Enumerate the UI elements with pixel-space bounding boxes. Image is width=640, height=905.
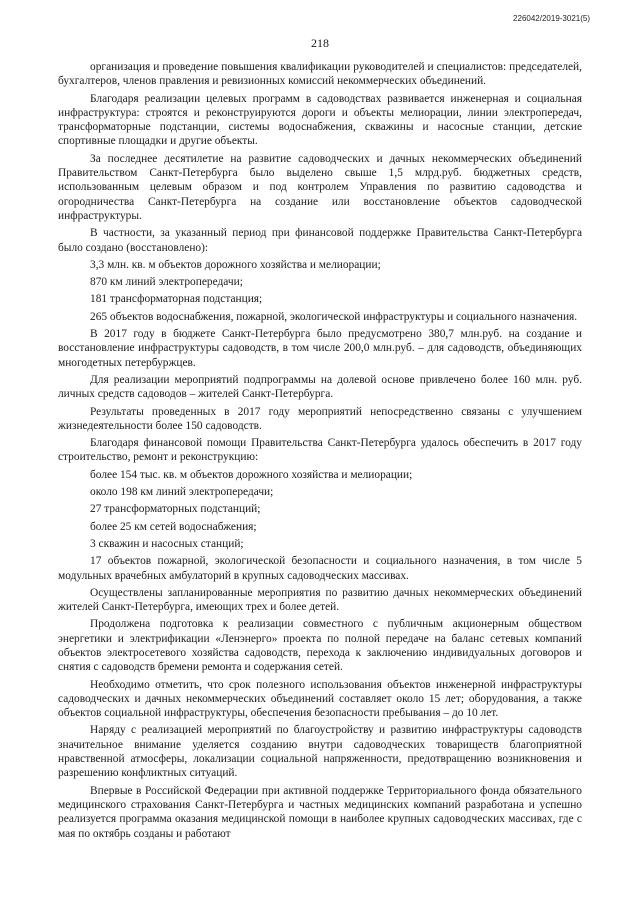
list-item: 181 трансформаторная подстанция;	[90, 293, 263, 306]
paragraph-shared-funding: Для реализации мероприятий подпрограммы на долевой основе привлечено более 160 млн. руб. личных средств садоводов – жителей Санкт-Петербурга.	[58, 373, 582, 401]
paragraph-created-intro: В частности, за указанный период при финансовой поддержке Правительства Санкт-Петербурга было создано (восстановлено):	[58, 227, 582, 254]
list-item: 17 объектов пожарной, экологической безопасности и социального назначения, в том числе 5 модульных врачебных амбулаторий в крупных садоводческих массивах.	[58, 555, 582, 582]
document-id: 226042/2019-3021(5)	[513, 14, 590, 23]
list-item: 870 км линий электропередачи;	[90, 276, 243, 289]
paragraph-atmosphere: Наряду с реализацией мероприятий по благоустройству и развитию инфраструктуры садоводств значительное внимание уделяется созданию внутри садоводческих товариществ благоприятной нравственной атмосферы, локализации социальной напряженности, предотвращению возникновения и разрешению конфликтных ситуаций.	[58, 724, 582, 780]
paragraph-medical: Впервые в Российской Федерации при активной поддержке Территориального фонда обязательного медицинского страхования Санкт-Петербурга и частных медицинских компаний разработана и успешно реализуется программа оказания медицинской помощи в наиболее крупных садоводческих массивах, где с мая по октябрь созданы и работают	[58, 784, 582, 840]
list-item: 27 трансформаторных подстанций;	[90, 503, 261, 516]
paragraph-funding: За последнее десятилетие на развитие садоводческих и дачных некоммерческих объединений Правительством Санкт-Петербурга было выделено свыше 1,5 млрд.руб. бюджетных средств, использованным целевым образом и под контролем Управления по развитию садоводства и огородничества Санкт-Петербурга на создание или восстановление объектов садоводческой инфраструктуры.	[58, 152, 582, 222]
paragraph-continuation: организация и проведение повышения квалификации руководителей и специалистов: председателей, бухгалтеров, членов правления и ревизионных комиссий некоммерческих объединений.	[58, 61, 582, 88]
list-item: около 198 км линий электропередачи;	[90, 486, 274, 499]
document-body	[58, 60, 582, 841]
paragraph-results: Результаты проведенных в 2017 году мероприятий непосредственно связаны с улучшением жизнедеятельности более 150 садоводств.	[58, 405, 582, 432]
paragraph-financial-help: Благодаря финансовой помощи Правительства Санкт-Петербурга удалось обеспечить в 2017 году строительство, ремонт и реконструкцию:	[58, 437, 582, 464]
paragraph-dacha-families: Осуществлены запланированные мероприятия по развитию дачных некоммерческих объединений жителей Санкт-Петербурга, имеющих трех и более детей.	[58, 586, 582, 614]
paragraph-service-life: Необходимо отметить, что срок полезного использования объектов инженерной инфраструктуры садоводческих и дачных некоммерческих объединений составляет около 15 лет; оборудования, а также объектов социальной инфраструктуры, обеспечения безопасности пребывания – до 10 лет.	[58, 678, 582, 720]
list-item: более 25 км сетей водоснабжения;	[90, 520, 257, 533]
list-item: 265 объектов водоснабжения, пожарной, экологической инфраструктуры и социального назначения.	[90, 310, 578, 323]
paragraph-budget-2017: В 2017 году в бюджете Санкт-Петербурга было предусмотрено 380,7 млн.руб. на создание и восстановление инфраструктуры садоводств, в том числе 200,0 млн.руб. – для садоводств, объединяющих многодетных петербуржцев.	[58, 328, 582, 369]
page-number: 218	[311, 36, 329, 50]
paragraph-infrastructure: Благодаря реализации целевых программ в садоводствах развивается инженерная и социальная инфраструктура: строятся и реконструируются дороги и объекты мелиорации, линии электропередач, трансформаторные подстанции, системы водоснабжения, скважины и насосные станции, детские спортивные площадки и другие объекты.	[58, 92, 582, 148]
list-item: 3 скважин и насосных станций;	[90, 537, 244, 550]
paragraph-lenenergo: Продолжена подготовка к реализации совместного с публичным акционерным обществом энергетики и электрификации «Ленэнерго» проекта по полной передаче на баланс сетевых компаний объектов электросетевого хозяйства садоводств, перехода к заключению индивидуальных договоров и снятия с садоводств бремени ремонта и содержания сетей.	[58, 618, 582, 674]
list-item: 3,3 млн. кв. м объектов дорожного хозяйства и мелиорации;	[90, 258, 381, 271]
list-item: более 154 тыс. кв. м объектов дорожного хозяйства и мелиорации;	[90, 468, 413, 481]
